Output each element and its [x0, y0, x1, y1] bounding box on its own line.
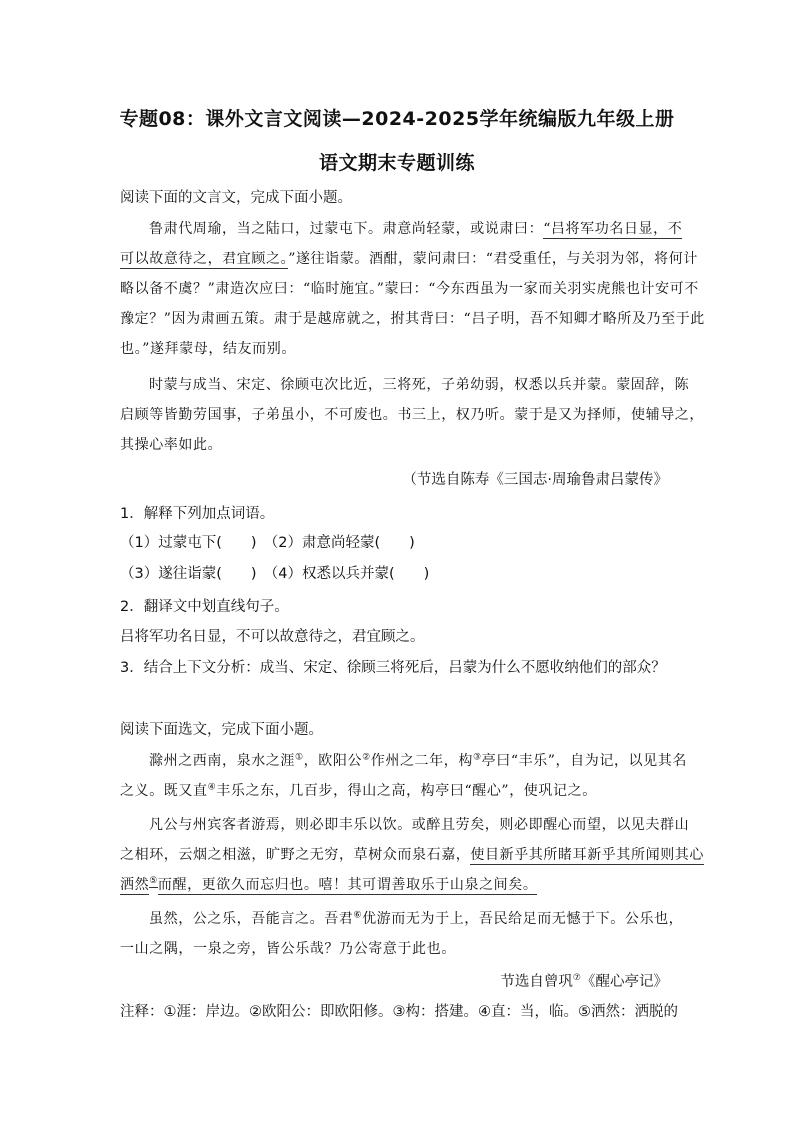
footnote-marker: ④ [207, 782, 217, 793]
passage1-line: 豫定？”因为肃画五策。肃于是越席就之，拊其背曰：“吕子明，吾不知卿才略所及乃至于此 [120, 311, 705, 327]
question-1: 1．解释下列加点词语。 [120, 506, 275, 522]
passage2-source: 节选自曾巩⑦《醒心亭记》 [500, 973, 668, 990]
section2-instruction: 阅读下面选文，完成下面小题。 [120, 722, 323, 738]
passage1-line: 鲁肃代周瑜，当之陆口，过蒙屯下。肃意尚轻蒙，或说肃曰：“吕将军功名日显，不 [149, 221, 683, 237]
document-subtitle: 语文期末专题训练 [318, 152, 475, 174]
passage1-line: 启顾等皆勤劳国事，子弟虽小，不可废也。书三上，权乃听。蒙于是又为择师，使辅导之， [120, 407, 704, 423]
question-1-item: （3）遂往诣蒙( ) （4）权悉以兵并蒙( ) [120, 566, 430, 582]
footnote-marker: ⑥ [353, 910, 363, 921]
passage2-line [120, 874, 680, 894]
passage2-line: 之义。既又直④丰乐之东，几百步，得山之高，构亭曰“醒心”，使巩记之。 [120, 782, 597, 799]
question-1-item: （1）过蒙屯下( ) （2）肃意尚轻蒙( ) [120, 535, 415, 551]
passage1-line: 可以故意待之，君宜顾之。”遂往诣蒙。酒酣，蒙问肃曰：“君受重任，与关羽为邻，将何计 [120, 251, 698, 267]
document-title: 专题08：课外文言文阅读—2024-2025学年统编版九年级上册 [119, 108, 675, 130]
footnote-marker: ② [362, 752, 371, 763]
underlined-sentence: “吕将军功名日显，不 [543, 221, 683, 237]
passage2-line: 之相环，云烟之相滋，旷野之无穷，草树众而泉石嘉，使目新乎其所睹耳新乎其所闻则其心 [120, 847, 705, 863]
passage1-line: 略以备不虞？”肃造次应曰：“临时施宜。”蒙曰：“今东西虽为一家而关羽实虎熊也计安可不 [120, 281, 699, 297]
passage2-line: 凡公与州宾客者游焉，则必即丰乐以饮。或醉且劳矣，则必即醒心而望，以见夫群山 [149, 817, 690, 833]
passage1-line: 其操心率如此。 [120, 437, 223, 453]
underlined-sentence: 洒然 [120, 877, 150, 893]
footnote-marker: ⑤ [149, 876, 158, 887]
footnotes: 注释：①涯：岸边。②欧阳公：即欧阳修。③构：搭建。④直：当，临。⑤洒然：洒脱的 [120, 1004, 678, 1020]
passage2-line: 虽然，公之乐，吾能言之。吾君⑥优游而无为于上，吾民给足而无憾于下。公乐也， [149, 910, 684, 927]
underlined-sentence: 而醒，更欲久而忘归也。 [157, 877, 319, 893]
footnote-marker: ⑦ [572, 973, 581, 984]
passage2-line: 滁州之西南，泉水之涯①，欧阳公②作州之二年，构③亭曰“丰乐”，自为记，以见其名 [149, 752, 687, 769]
underlined-sentence: 嘻！其可谓善取乐于山泉之间矣。 [318, 877, 538, 893]
underlined-sentence: 可以故意待之，君宜顾之。 [120, 251, 289, 267]
passage1-line: 也。”遂拜蒙母，结友而别。 [120, 341, 296, 357]
question-2: 2．翻译文中划直线句子。 [120, 599, 289, 615]
passage1-line: 时蒙与成当、宋定、徐顾屯次比近，三将死，子弟幼弱，权悉以兵并蒙。蒙固辞，陈 [149, 377, 690, 393]
footnote-marker: ③ [472, 752, 482, 763]
section1-instruction: 阅读下面的文言文，完成下面小题。 [120, 190, 352, 206]
question-3: 3．结合上下文分析：成当、宋定、徐顾三将死后，吕蒙为什么不愿收纳他们的部众？ [120, 660, 666, 676]
passage1-source: （节选自陈寿《三国志·周瑜鲁肃吕蒙传》 [402, 472, 668, 488]
passage2-line: 一山之隅，一泉之旁，皆公乐哉？乃公寄意于此也。 [120, 941, 456, 957]
question-2-sentence: 吕将军功名日显，不可以故意待之，君宜顾之。 [120, 629, 425, 645]
footnote-marker: ① [295, 752, 304, 763]
underlined-sentence: 使目新乎其所睹耳新乎其所闻则其心 [470, 847, 705, 863]
